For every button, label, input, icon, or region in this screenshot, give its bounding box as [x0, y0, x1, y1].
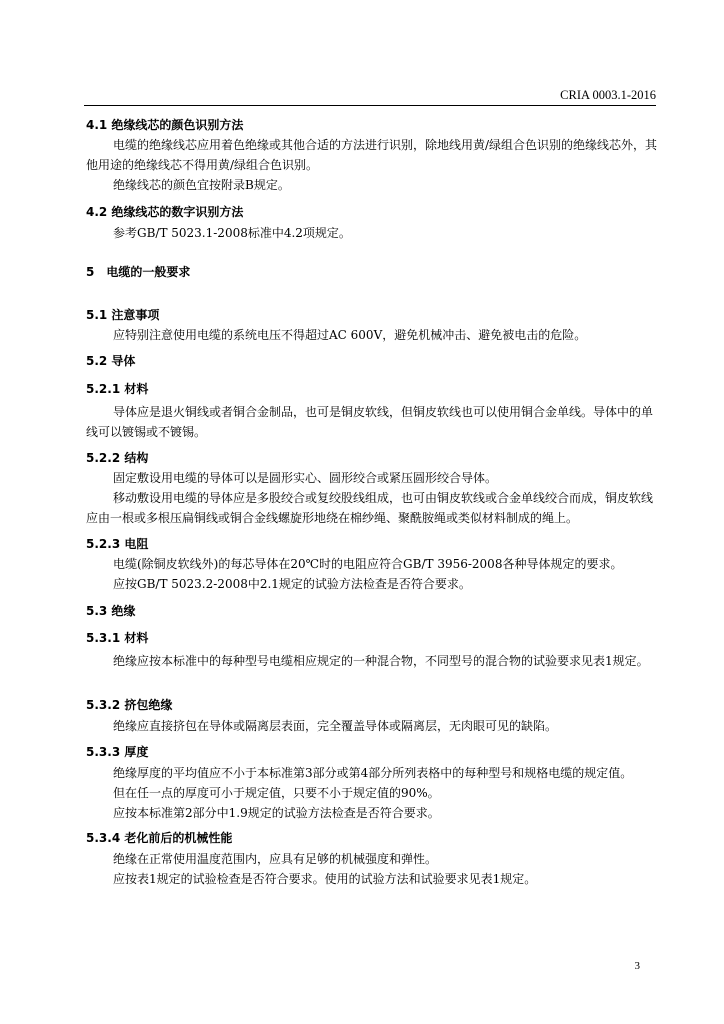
heading-4-1: 4.1 绝缘线芯的颜色识别方法 [86, 118, 244, 132]
paragraph-5-3-3-1: 绝缘厚度的平均值应不小于本标准第3部分或第4部分所列表格中的每种型号和规格电缆的规定值。 [113, 766, 633, 780]
heading-5-2-1: 5.2.1 材料 [86, 382, 149, 396]
page-number: 3 [634, 960, 640, 972]
header-rule [84, 105, 656, 106]
heading-5-3-2: 5.3.2 挤包绝缘 [86, 698, 173, 712]
heading-5: 5 电缆的一般要求 [86, 265, 191, 279]
heading-5-2: 5.2 导体 [86, 354, 136, 368]
paragraph-4-1-2: 绝缘线芯的颜色宜按附录B规定。 [113, 178, 290, 192]
paragraph-5-3-3-3: 应按本标准第2部分中1.9规定的试验方法检查是否符合要求。 [113, 806, 440, 820]
paragraph-5-3-2-1: 绝缘应直接挤包在导体或隔离层表面，完全覆盖导体或隔离层，无肉眼可见的缺陷。 [113, 719, 558, 733]
heading-5-2-2: 5.2.2 结构 [86, 451, 149, 465]
heading-5-3: 5.3 绝缘 [86, 604, 136, 618]
paragraph-4-2-1: 参考GB/T 5023.1-2008标准中4.2项规定。 [113, 226, 351, 240]
paragraph-5-2-3-2: 应按GB/T 5023.2-2008中2.1规定的试验方法检查是否符合要求。 [113, 577, 471, 591]
heading-4-2: 4.2 绝缘线芯的数字识别方法 [86, 205, 244, 219]
heading-5-3-4: 5.3.4 老化前后的机械性能 [86, 831, 233, 845]
paragraph-5-3-3-2: 但在任一点的厚度可小于规定值，只要不小于规定值的90%。 [113, 786, 440, 800]
document-id: CRIA 0003.1-2016 [560, 88, 656, 102]
heading-5-3-1: 5.3.1 材料 [86, 631, 149, 645]
heading-5-1: 5.1 注意事项 [86, 308, 160, 322]
paragraph-4-1-1: 电缆的绝缘线芯应用着色绝缘或其他合适的方法进行识别，除地线用黄/绿组合色识别的绝缘线芯外，其他用途的绝缘线芯不得用黄/绿组合色识别。 [86, 138, 658, 172]
paragraph-5-2-2-1: 固定敷设用电缆的导体可以是圆形实心、圆形绞合或紧压圆形绞合导体。 [113, 471, 498, 485]
paragraph-5-2-2-2: 移动敷设用电缆的导体应是多股绞合或复绞股线组成，也可由铜皮软线或合金单线绞合而成，铜皮软线应由一根或多根压扁铜线或铜合金线螺旋形地绕在棉纱绳、聚酰胺绳或类似材料制成的绳上。 [86, 491, 654, 525]
paragraph-5-2-1-1: 导体应是退火铜线或者铜合金制品，也可是铜皮软线，但铜皮软线也可以使用铜合金单线。导体中的单线可以镀锡或不镀锡。 [86, 405, 654, 439]
paragraph-5-3-4-2: 应按表1规定的试验检查是否符合要求。使用的试验方法和试验要求见表1规定。 [113, 872, 537, 886]
paragraph-5-1-1: 应特别注意使用电缆的系统电压不得超过AC 600V，避免机械冲击、避免被电击的危险。 [113, 328, 587, 342]
paragraph-5-3-4-1: 绝缘在正常使用温度范围内，应具有足够的机械强度和弹性。 [113, 852, 438, 866]
paragraph-5-3-1-1: 绝缘应按本标准中的每种型号电缆相应规定的一种混合物，不同型号的混合物的试验要求见表1规定。 [113, 654, 649, 668]
heading-5-3-3: 5.3.3 厚度 [86, 745, 149, 759]
paragraph-5-2-3-1: 电缆(除铜皮软线外)的每芯导体在20℃时的电阻应符合GB/T 3956-2008各种导体规定的要求。 [113, 557, 623, 571]
heading-5-2-3: 5.2.3 电阻 [86, 537, 149, 551]
